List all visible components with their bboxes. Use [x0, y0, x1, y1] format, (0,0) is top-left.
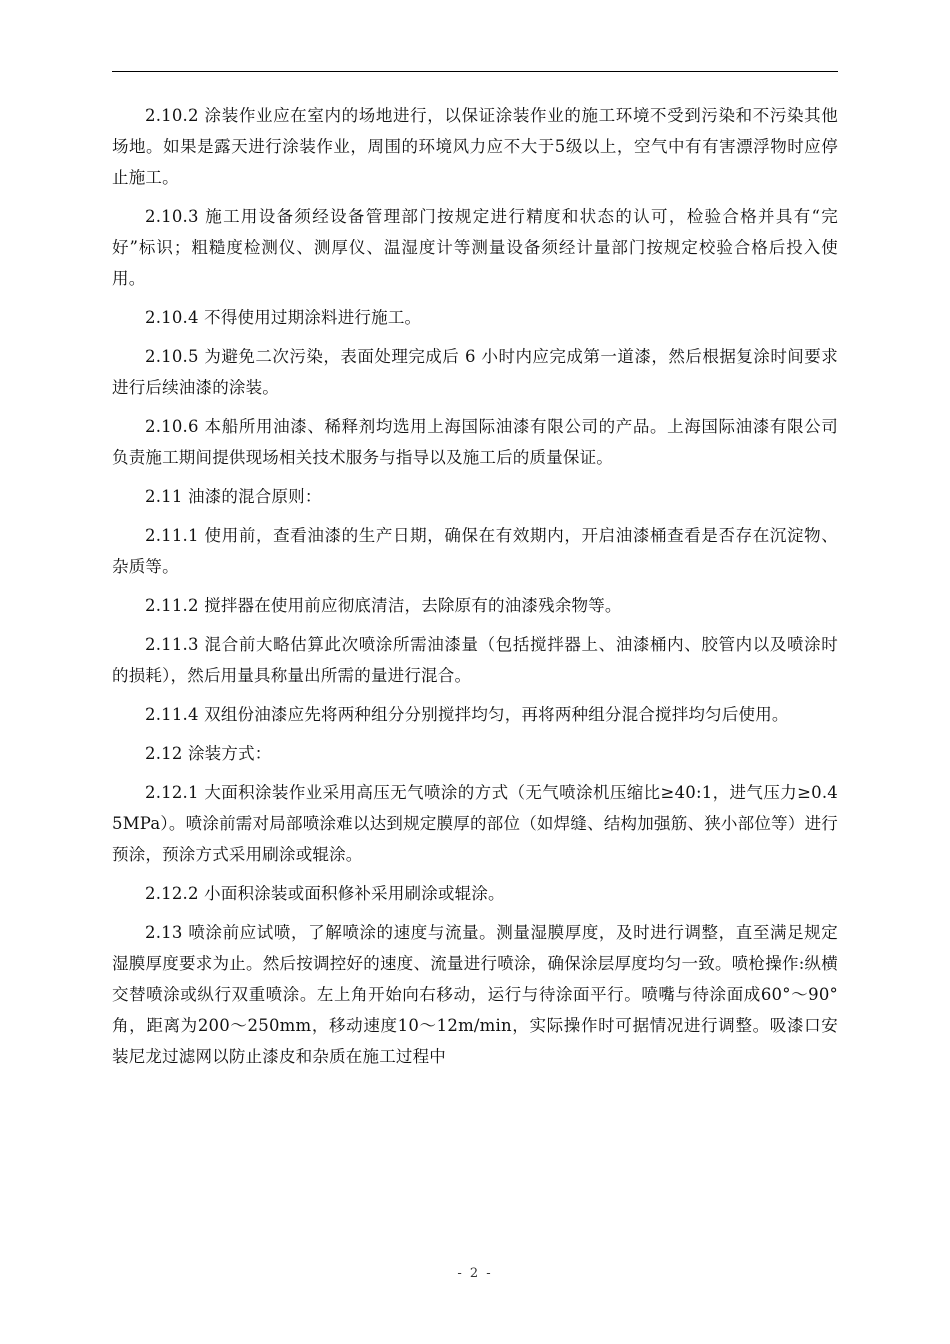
document-body	[112, 100, 838, 1080]
paragraph-2-10-3: 2.10.3 施工用设备须经设备管理部门按规定进行精度和状态的认可，检验合格并具有“完好”标识；粗糙度检测仪、测厚仪、温湿度计等测量设备须经计量部门按规定校验合格后投入使用。	[112, 207, 838, 288]
paragraph-2-11-2: 2.11.2 搅拌器在使用前应彻底清洁，去除原有的油漆残余物等。	[145, 596, 622, 615]
paragraph-2-10-6: 2.10.6 本船所用油漆、稀释剂均选用上海国际油漆有限公司的产品。上海国际油漆有限公司负责施工期间提供现场相关技术服务与指导以及施工后的质量保证。	[112, 417, 838, 467]
paragraph-2-10-5: 2.10.5 为避免二次污染，表面处理完成后 6 小时内应完成第一道漆，然后根据复涂时间要求进行后续油漆的涂装。	[112, 347, 838, 397]
header-rule	[112, 71, 838, 72]
section-heading-2-11: 2.11 油漆的混合原则：	[145, 487, 322, 506]
paragraph-2-11-3: 2.11.3 混合前大略估算此次喷涂所需油漆量（包括搅拌器上、油漆桶内、胶管内以及喷涂时的损耗），然后用量具称量出所需的量进行混合。	[112, 635, 838, 685]
paragraph-2-10-4: 2.10.4 不得使用过期涂料进行施工。	[145, 308, 422, 327]
paragraph-2-11-4: 2.11.4 双组份油漆应先将两种组分分别搅拌均匀，再将两种组分混合搅拌均匀后使用。	[145, 705, 789, 724]
paragraph-2-13: 2.13 喷涂前应试喷，了解喷涂的速度与流量。测量湿膜厚度，及时进行调整，直至满足规定湿膜厚度要求为止。然后按调控好的速度、流量进行喷涂，确保涂层厚度均匀一致。喷枪操作:纵横交替喷涂或纵行双重喷涂。左上角开始向右移动，运行与待涂面平行。喷嘴与待涂面成60°～90°角，距离为200～250mm，移动速度10～12m/min，实际操作时可据情况进行调整。吸漆口安装尼龙过滤网以防止漆皮和杂质在施工过程中	[112, 923, 838, 1066]
paragraph-2-12-1: 2.12.1 大面积涂装作业采用高压无气喷涂的方式（无气喷涂机压缩比≥40:1，进气压力≥0.45MPa）。喷涂前需对局部喷涂难以达到规定膜厚的部位（如焊缝、结构加强筋、狭小部位等）进行预涂，预涂方式采用刷涂或辊涂。	[112, 783, 838, 864]
paragraph-2-11-1: 2.11.1 使用前，查看油漆的生产日期，确保在有效期内，开启油漆桶查看是否存在沉淀物、杂质等。	[112, 526, 838, 576]
page-number: - 2 -	[457, 1266, 493, 1281]
paragraph-2-10-2: 2.10.2 涂装作业应在室内的场地进行，以保证涂装作业的施工环境不受到污染和不污染其他场地。如果是露天进行涂装作业，周围的环境风力应不大于5级以上，空气中有有害漂浮物时应停止施工。	[112, 106, 838, 187]
section-heading-2-12: 2.12 涂装方式：	[145, 744, 272, 763]
paragraph-2-12-2: 2.12.2 小面积涂装或面积修补采用刷涂或辊涂。	[145, 884, 505, 903]
